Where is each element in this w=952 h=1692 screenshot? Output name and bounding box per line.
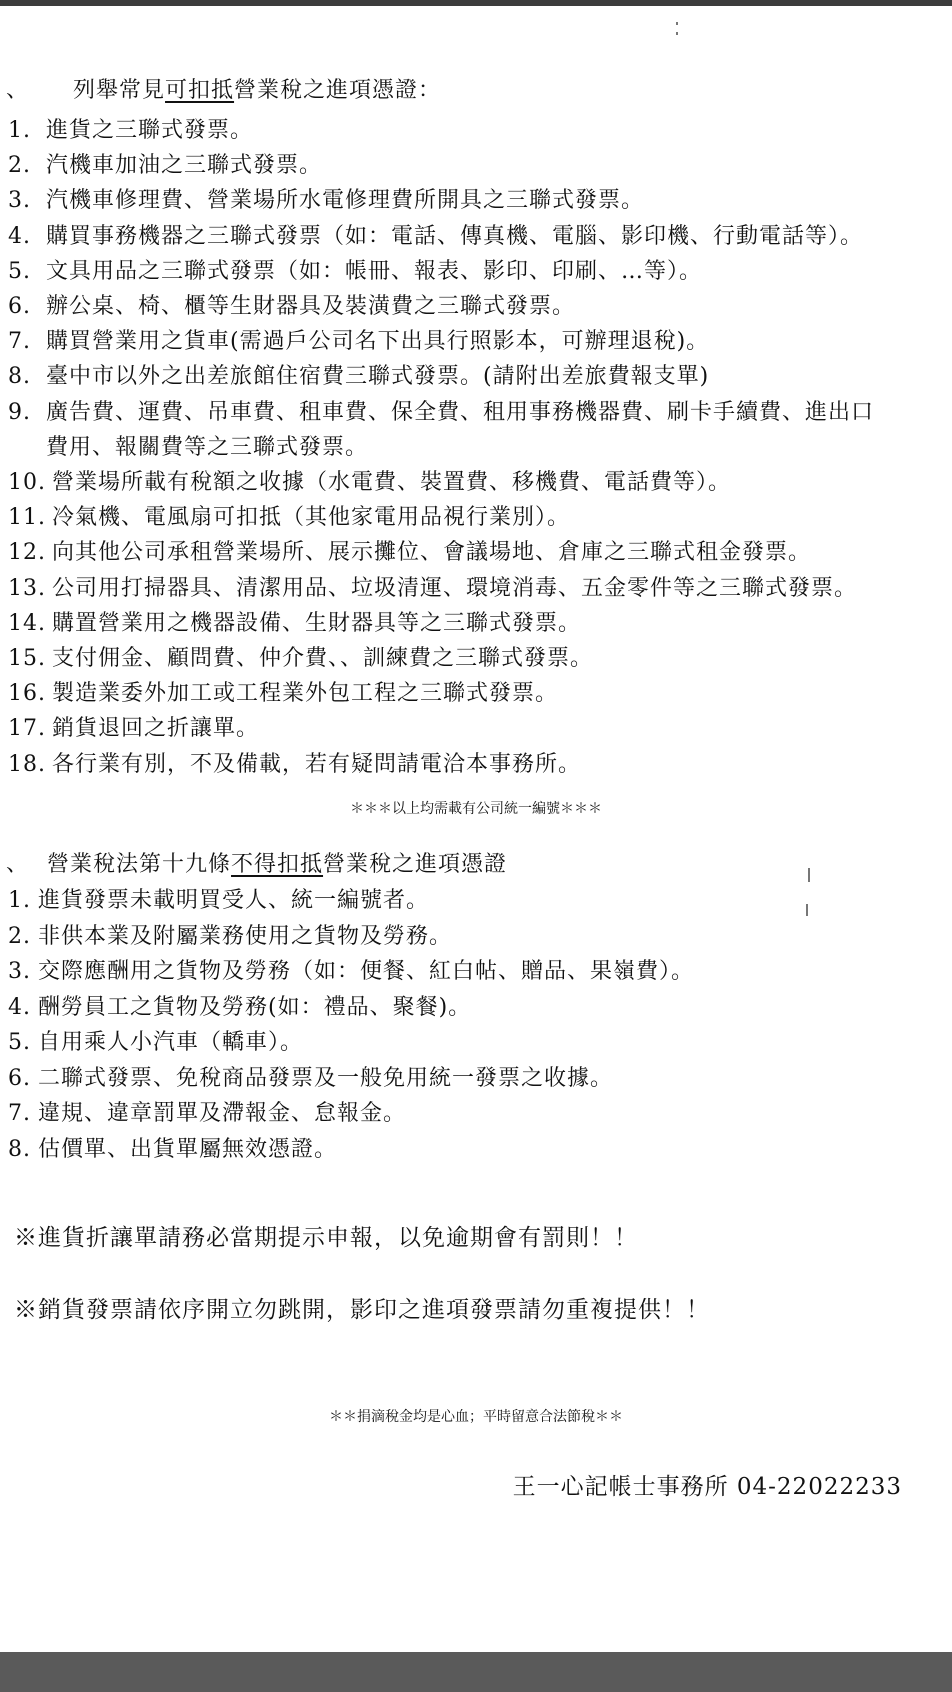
section1-bullet: 、 xyxy=(6,78,30,103)
item-text: 汽機車修理費、營業場所水電修理費所開具之三聯式發票。 xyxy=(46,188,645,214)
item-number: 1. xyxy=(8,118,31,143)
item-number: 3. xyxy=(8,959,31,984)
item-text: 銷貨退回之折讓單。 xyxy=(52,716,260,742)
deductible-item xyxy=(8,362,709,392)
item-text: 辦公桌、椅、櫃等生財器具及裝潢費之三聯式發票。 xyxy=(46,294,576,319)
bottom-border xyxy=(0,1652,952,1692)
document-page xyxy=(0,6,952,1652)
item-text: 廣告費、運費、吊車費、租車費、保全費、租用事務機器費、刷卡手續費、進出口 xyxy=(46,399,875,425)
item-text: 購置營業用之機器設備、生財器具等之三聯式發票。 xyxy=(52,610,582,636)
deductible-item xyxy=(8,222,863,252)
deductible-item xyxy=(8,574,857,604)
deductible-item xyxy=(8,679,558,709)
item-number: 7. xyxy=(8,1101,31,1126)
item-text: 酬勞員工之貨物及勞務(如：禮品、聚餐)。 xyxy=(38,994,472,1020)
non-deductible-item xyxy=(8,1099,406,1129)
non-deductible-item xyxy=(8,993,471,1023)
deductible-item xyxy=(8,398,874,428)
deductible-item xyxy=(8,468,731,498)
item-text: 文具用品之三聯式發票（如：帳冊、報表、影印、印刷、…等）。 xyxy=(46,258,703,284)
item-text: 估價單、出貨單屬無效憑證。 xyxy=(38,1136,338,1162)
section2-heading: 、 營業稅法第十九條不得扣抵營業稅之進項憑證 xyxy=(6,852,508,877)
item-number: 8. xyxy=(8,364,31,390)
item-text: 非供本業及附屬業務使用之貨物及勞務。 xyxy=(38,923,453,949)
item-number: 7. xyxy=(8,329,31,355)
deductible-item xyxy=(8,750,581,780)
item-text: 違規、違章罰單及滯報金、怠報金。 xyxy=(38,1101,407,1126)
non-deductible-item xyxy=(8,957,694,987)
deductible-item xyxy=(8,257,702,287)
item-number: 10. xyxy=(8,470,46,495)
item-text: 各行業有別，不及備載，若有疑問請電洽本事務所。 xyxy=(52,751,582,777)
scan-speck xyxy=(806,904,808,916)
section1-heading: 、 列舉常見可扣抵營業稅之進項憑證： xyxy=(6,78,442,103)
item-number: 13. xyxy=(8,575,46,601)
deductible-item xyxy=(8,292,575,322)
section2-bullet: 、 xyxy=(6,852,30,877)
item-number: 5. xyxy=(8,258,31,284)
underlined-term: 可扣抵 xyxy=(165,78,235,103)
scan-speck xyxy=(676,32,678,35)
deductible-item xyxy=(8,186,644,216)
non-deductible-item xyxy=(8,886,429,916)
firm-signature: 王一心記帳士事務所 04-22022233 xyxy=(512,1474,902,1500)
item-text: 自用乘人小汽車（轎車）。 xyxy=(38,1030,304,1055)
underlined-term: 不得扣抵 xyxy=(231,852,324,877)
deductible-item xyxy=(8,116,253,146)
item-number: 14. xyxy=(8,610,46,636)
item-text: 冷氣機、電風扇可扣抵（其他家電用品視行業別）。 xyxy=(52,505,571,531)
note-2: ※銷貨發票請依序開立勿跳開，影印之進項發票請勿重複提供！！ xyxy=(14,1297,710,1323)
item-number: 2. xyxy=(8,153,31,179)
item-text: 向其他公司承租營業場所、展示攤位、會議場地、倉庫之三聯式租金發票。 xyxy=(52,540,812,566)
non-deductible-item xyxy=(8,1064,613,1094)
note-1: ※進貨折讓單請務必當期提示申報，以免逾期會有罰則！！ xyxy=(14,1225,638,1251)
deductible-item xyxy=(8,538,811,568)
item-text: 營業場所載有稅額之收據（水電費、裝置費、移機費、電話費等）。 xyxy=(52,470,732,495)
item-text: 二聯式發票、免稅商品發票及一般免用統一發票之收據。 xyxy=(38,1065,614,1091)
item-text: 費用、報關費等之三聯式發票。 xyxy=(46,434,369,460)
non-deductible-item xyxy=(8,1028,303,1058)
item-number: 6. xyxy=(8,294,31,319)
non-deductible-item xyxy=(8,922,452,952)
item-text: 購買營業用之貨車(需過戶公司名下出具行照影本，可辦理退稅)。 xyxy=(46,329,710,355)
deductible-item xyxy=(8,151,322,181)
item-number: 4. xyxy=(8,994,31,1020)
item-number: 9. xyxy=(8,399,31,425)
item-number: 16. xyxy=(8,681,46,707)
scan-speck xyxy=(676,22,678,25)
item-number: 17. xyxy=(8,716,46,742)
deductible-item xyxy=(8,327,709,357)
item-number: 2. xyxy=(8,923,31,949)
item-text: 購買事務機器之三聯式發票（如：電話、傳真機、電腦、影印機、行動電話等）。 xyxy=(46,223,864,249)
scan-speck xyxy=(808,868,810,882)
item-text: 支付佣金、顧問費、仲介費、、訓練費之三聯式發票。 xyxy=(52,646,594,671)
item-number: 5. xyxy=(8,1030,31,1055)
section1-footer: ＊＊＊以上均需載有公司統一編號＊＊＊ xyxy=(350,801,602,817)
deductible-item xyxy=(8,609,581,639)
item-number: 15. xyxy=(8,646,46,671)
item-number: 18. xyxy=(8,751,46,777)
deductible-item xyxy=(8,714,259,744)
non-deductible-item xyxy=(8,1135,337,1165)
item-text: 臺中市以外之出差旅館住宿費三聯式發票。(請附出差旅費報支單) xyxy=(46,364,710,390)
deductible-item xyxy=(8,503,570,533)
item-text: 進貨之三聯式發票。 xyxy=(46,118,254,143)
item-number: 11. xyxy=(8,505,46,531)
slogan: ＊＊捐滴稅金均是心血；平時留意合法節稅＊＊ xyxy=(329,1409,623,1425)
item-text: 汽機車加油之三聯式發票。 xyxy=(46,153,323,179)
item-number: 3. xyxy=(8,188,31,214)
item-text: 進貨發票未載明買受人、統一編號者。 xyxy=(38,888,430,913)
item-number: 12. xyxy=(8,540,46,566)
item-number: 1. xyxy=(8,888,31,913)
item-number: 4. xyxy=(8,223,31,249)
item-text: 製造業委外加工或工程業外包工程之三聯式發票。 xyxy=(52,681,559,707)
deductible-item xyxy=(8,644,593,674)
item-number: 8. xyxy=(8,1136,31,1162)
item-text: 公司用打掃器具、清潔用品、垃圾清運、環境消毒、五金零件等之三聯式發票。 xyxy=(52,575,858,601)
deductible-item xyxy=(8,433,368,463)
item-number: 6. xyxy=(8,1065,31,1091)
item-text: 交際應酬用之貨物及勞務（如：便餐、紅白帖、贈品、果嶺費）。 xyxy=(38,959,695,984)
